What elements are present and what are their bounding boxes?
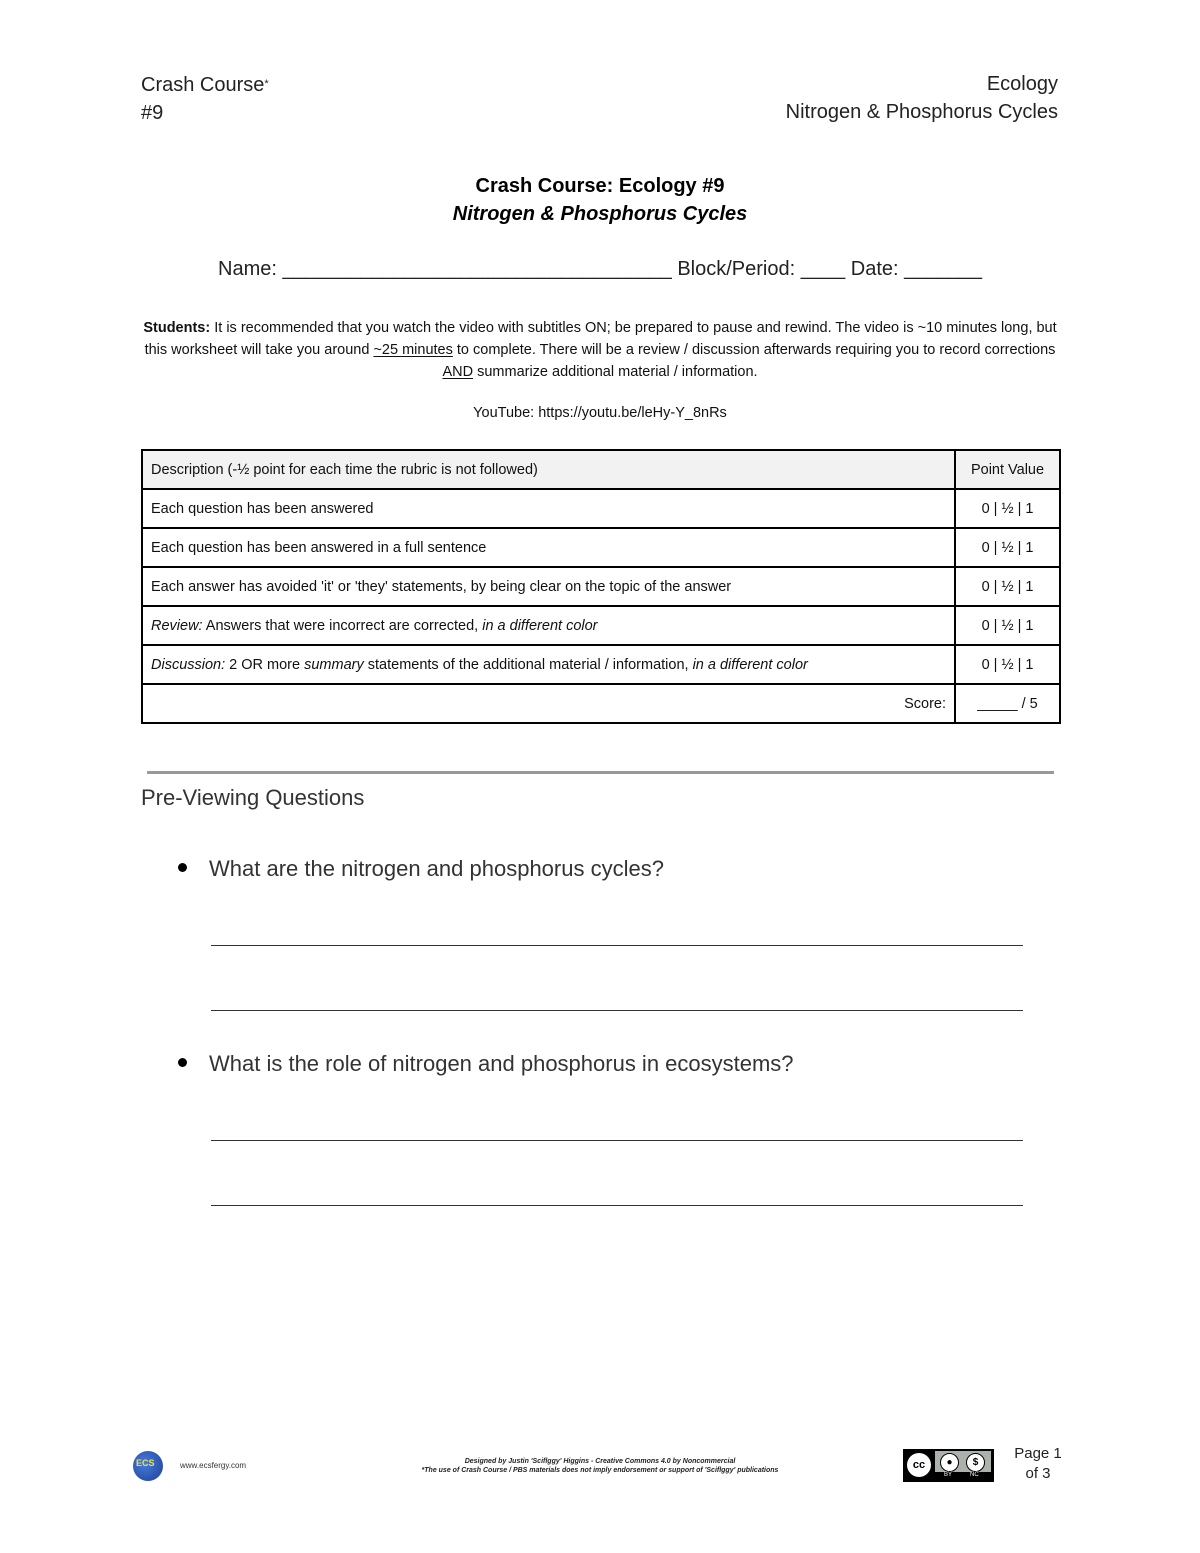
- footer-site[interactable]: www.ecsfergy.com: [180, 1461, 247, 1470]
- rubric-row: [142, 645, 1060, 684]
- bullet-icon: [178, 863, 187, 872]
- footer-credit-line: *The use of Crash Course / PBS materials does not imply endorsement or support of 'Sciflggy' publications: [421, 1467, 779, 1474]
- page-subtitle: Nitrogen & Phosphorus Cycles: [452, 203, 748, 225]
- rubric-description: Each answer has avoided 'it' or 'they' statements, by being clear on the topic of the answer: [142, 567, 955, 606]
- rubric-review-label: Review:: [151, 617, 203, 634]
- section-divider: [147, 771, 1054, 774]
- header-episode: #9: [141, 102, 164, 124]
- page-number: [1003, 1444, 1073, 1484]
- rubric-row: [142, 567, 1060, 606]
- answer-line[interactable]: [211, 1010, 1023, 1011]
- page-number-line: Page 1: [1014, 1445, 1062, 1462]
- rubric-header-description: Description (-½ point for each time the rubric is not followed): [142, 450, 955, 489]
- instructions-part2: to complete. There will be a review / discussion afterwards requiring you to record corrections: [452, 342, 1056, 358]
- answer-line[interactable]: [211, 1205, 1023, 1206]
- rubric-points: 0 | ½ | 1: [955, 606, 1060, 645]
- instructions-duration: ~25 minutes: [373, 342, 453, 358]
- instructions-part1: It is recommended that you watch the video with subtitles ON; be prepared to pause and rewind. The video is ~10 minutes long, but this worksheet will take you around: [144, 320, 1057, 358]
- rubric-row: [142, 528, 1060, 567]
- instructions-lead: Students:: [143, 320, 211, 336]
- by-person-icon: ●: [940, 1453, 959, 1472]
- answer-line[interactable]: [211, 1140, 1023, 1141]
- question-item: [178, 1051, 794, 1077]
- header-right: [786, 70, 1058, 126]
- rubric-description: Each question has been answered in a full sentence: [142, 528, 955, 567]
- header-left: [141, 70, 269, 127]
- youtube-link[interactable]: YouTube: https://youtu.be/leHy-Y_8nRs: [473, 405, 727, 421]
- question-item: [178, 856, 664, 882]
- rubric-discussion-emph: in a different color: [692, 656, 808, 673]
- answer-line[interactable]: [211, 945, 1023, 946]
- instructions: [140, 317, 1060, 383]
- rubric-discussion-text1: 2 OR more: [225, 656, 305, 673]
- logo-text: ECS: [136, 1458, 155, 1468]
- page-count-line: of 3: [1025, 1465, 1051, 1482]
- footer-credit-line: Designed by Justin 'Sciflggy' Higgins - Creative Commons 4.0 by Noncommercial: [464, 1458, 736, 1465]
- cc-by-label: BY: [944, 1472, 953, 1478]
- rubric-review-emph: in a different color: [482, 617, 598, 634]
- rubric-header-points: Point Value: [955, 450, 1060, 489]
- bullet-icon: [178, 1058, 187, 1067]
- rubric-review-text: Answers that were incorrect are corrected,: [202, 617, 483, 634]
- rubric-header-row: [142, 450, 1060, 489]
- rubric-discussion-label: Discussion:: [151, 656, 226, 673]
- cc-nc-label: NC: [970, 1472, 979, 1478]
- rubric-row: [142, 489, 1060, 528]
- creative-commons-badge-icon: [903, 1449, 994, 1482]
- header-course: Crash Course: [141, 74, 265, 96]
- rubric-score-label: Score:: [142, 684, 955, 723]
- cc-icon: cc: [907, 1453, 931, 1477]
- title-block: [0, 172, 1200, 228]
- instructions-and: AND: [442, 364, 474, 380]
- rubric-description: [142, 606, 955, 645]
- header-topic: Nitrogen & Phosphorus Cycles: [785, 101, 1058, 123]
- rubric-description: Each question has been answered: [142, 489, 955, 528]
- ecs-logo-icon: [133, 1451, 163, 1481]
- rubric-table: [141, 449, 1061, 724]
- rubric-points: 0 | ½ | 1: [955, 645, 1060, 684]
- page-title: Crash Course: Ecology #9: [475, 175, 725, 197]
- question-text: What are the nitrogen and phosphorus cycles?: [209, 856, 664, 881]
- rubric-points: 0 | ½ | 1: [955, 567, 1060, 606]
- rubric-points: 0 | ½ | 1: [955, 528, 1060, 567]
- header-asterisk: *: [264, 78, 269, 90]
- question-text: What is the role of nitrogen and phosphorus in ecosystems?: [209, 1051, 794, 1076]
- rubric-discussion-summary: summary: [304, 656, 364, 673]
- rubric-score-value: _____ / 5: [955, 684, 1060, 723]
- header-subject: Ecology: [986, 73, 1058, 95]
- rubric-row: [142, 606, 1060, 645]
- section-title: Pre-Viewing Questions: [141, 785, 365, 810]
- noncommercial-icon: $: [966, 1453, 985, 1472]
- rubric-description: [142, 645, 955, 684]
- footer-credits: [340, 1457, 860, 1475]
- rubric-score-row: [142, 684, 1060, 723]
- instructions-part3: summarize additional material / information.: [473, 364, 758, 380]
- rubric-points: 0 | ½ | 1: [955, 489, 1060, 528]
- name-block-date-line: Name: ___________________________________ Block/Period: ____ Date: _______: [218, 258, 982, 280]
- rubric-discussion-text2: statements of the additional material / information,: [363, 656, 693, 673]
